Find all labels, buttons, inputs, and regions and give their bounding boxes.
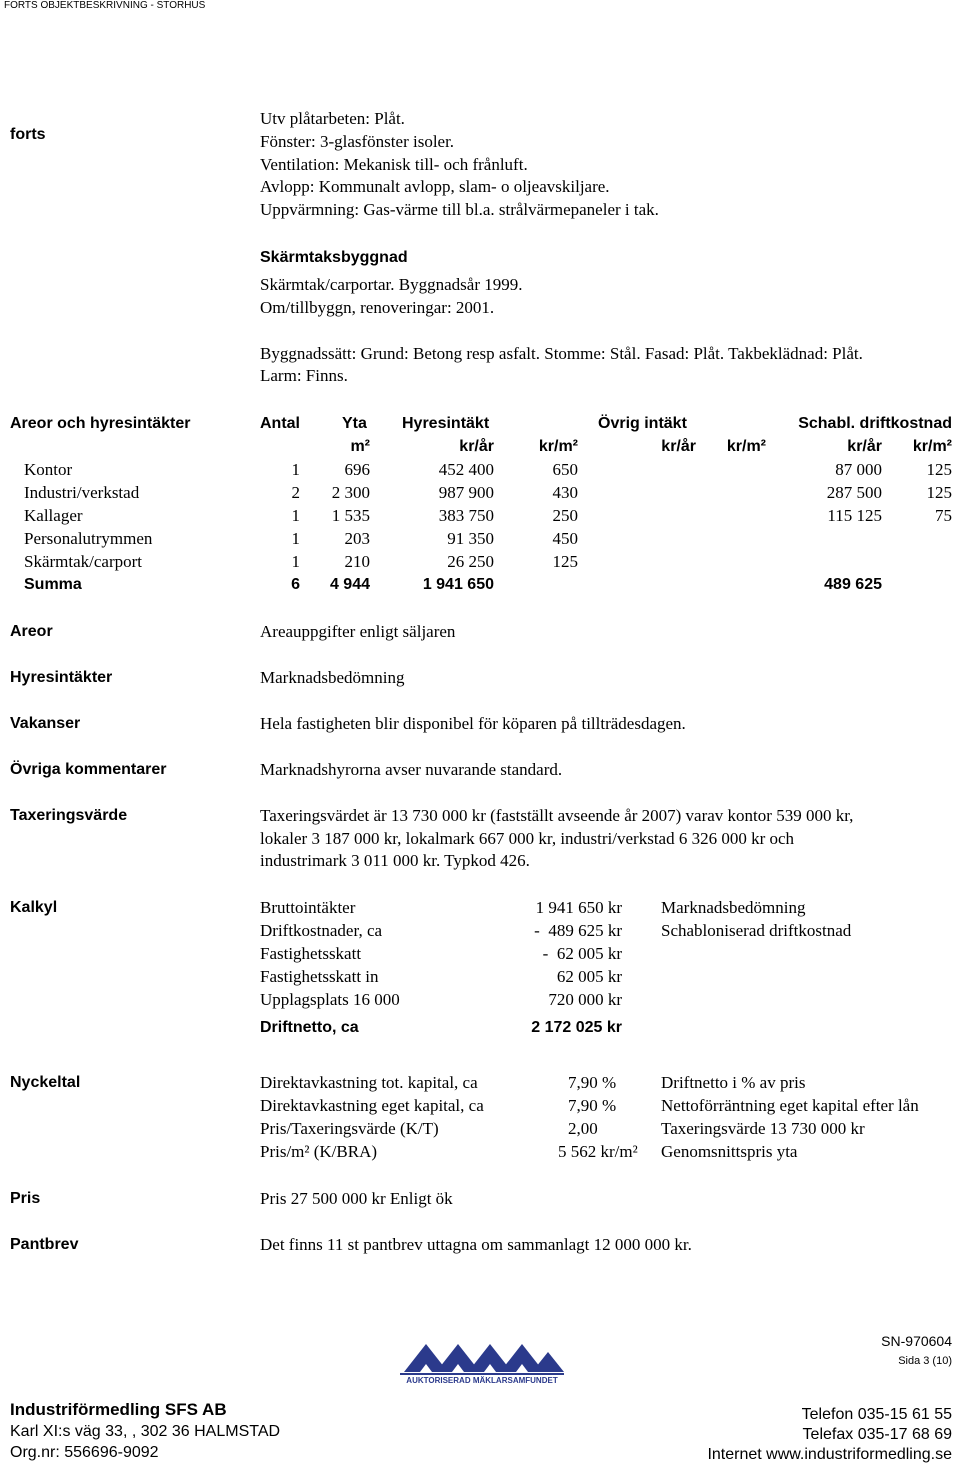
unit-ovr-kr-m2: kr/m² <box>726 438 766 455</box>
row-hyr-kr-m2: 450 <box>552 529 578 548</box>
kalkyl-name: Fastighetsskatt <box>260 944 362 963</box>
nyckeltal-label: Nyckeltal <box>10 1074 81 1091</box>
total-name: Summa <box>24 576 82 593</box>
pantbrev-text: Det finns 11 st pantbrev uttagna om sammanlagt 12 000 000 kr. <box>260 1235 692 1254</box>
row-name: Personalutrymmen <box>24 529 153 548</box>
info-text: Marknadshyrorna avser nuvarande standard. <box>260 760 563 779</box>
row-name: Kontor <box>24 460 73 479</box>
total-hyr-kr-ar: 1 941 650 <box>422 576 494 593</box>
forts-line: Uppvärmning: Gas-värme till bl.a. strålvärmepaneler i tak. <box>260 200 659 219</box>
total-yta: 4 944 <box>329 576 370 593</box>
taxering-line: lokaler 3 187 000 kr, lokalmark 667 000 kr, industri/verkstad 6 326 000 kr och <box>260 829 795 848</box>
company-web: Internet www.industriformedling.se <box>707 1446 952 1463</box>
maklarsamfundet-logo <box>396 1340 568 1386</box>
kalkyl-note: Schabloniserad driftkostnad <box>661 921 852 940</box>
row-name: Industri/verkstad <box>24 483 140 502</box>
nyckeltal-note: Taxeringsvärde 13 730 000 kr <box>661 1119 865 1138</box>
row-hyr-kr-m2: 125 <box>552 552 578 571</box>
row-yta: 203 <box>344 529 370 548</box>
row-antal: 1 <box>291 552 300 571</box>
company-orgnr: Org.nr: 556696-9092 <box>10 1444 159 1461</box>
build-line: Byggnadssätt: Grund: Betong resp asfalt. Stomme: Stål. Fasad: Plåt. Takbeklädnad: Plåt. <box>260 344 863 363</box>
col-antal: Antal <box>260 415 300 432</box>
info-label: Övriga kommentarer <box>10 761 167 778</box>
nyckeltal-name: Pris/Taxeringsvärde (K/T) <box>260 1119 439 1138</box>
kalkyl-value: - 489 625 kr <box>534 921 622 940</box>
kalkyl-name: Fastighetsskatt in <box>260 967 379 986</box>
col-schabl: Schabl. driftkostnad <box>798 415 952 432</box>
kalkyl-note: Marknadsbedömning <box>661 898 806 917</box>
row-yta: 210 <box>344 552 370 571</box>
info-text: Marknadsbedömning <box>260 668 405 687</box>
row-hyr-kr-m2: 650 <box>552 460 578 479</box>
sub-heading: Skärmtaksbyggnad <box>260 249 408 266</box>
kalkyl-label: Kalkyl <box>10 899 58 916</box>
row-hyr-kr-m2: 430 <box>552 483 578 502</box>
row-drift-kr-ar: 287 500 <box>826 483 882 502</box>
info-text: Areauppgifter enligt säljaren <box>260 622 456 641</box>
nyckeltal-name: Pris/m² (K/BRA) <box>260 1142 378 1161</box>
nyckeltal-value: 7,90 % <box>568 1096 617 1115</box>
row-yta: 1 535 <box>331 506 370 525</box>
pris-text: Pris 27 500 000 kr Enligt ök <box>260 1189 453 1208</box>
doc-id: SN-970604 <box>881 1333 952 1349</box>
row-hyr-kr-m2: 250 <box>552 506 578 525</box>
info-text: Hela fastigheten blir disponibel för köparen på tillträdesdagen. <box>260 714 686 733</box>
row-hyr-kr-ar: 26 250 <box>447 552 494 571</box>
kalkyl-value: 62 005 kr <box>556 967 622 986</box>
kalkyl-name: Upplagsplats 16 000 <box>260 990 400 1009</box>
row-name: Skärmtak/carport <box>24 552 143 571</box>
row-antal: 1 <box>291 506 300 525</box>
row-drift-kr-ar: 115 125 <box>827 506 882 525</box>
row-antal: 1 <box>291 460 300 479</box>
nyckeltal-note: Genomsnittspris yta <box>661 1142 798 1161</box>
areas-table-label: Areor och hyresintäkter <box>10 415 191 432</box>
page-header <box>0 0 960 11</box>
kalkyl-name: Driftkostnader, ca <box>260 921 383 940</box>
info-label: Vakanser <box>10 715 81 732</box>
taxering-label: Taxeringsvärde <box>10 807 128 824</box>
kalkyl-value: 720 000 kr <box>548 990 622 1009</box>
unit-drift-kr-m2: kr/m² <box>912 438 952 455</box>
page-number: Sida 3 (10) <box>898 1355 952 1367</box>
company-fax: Telefax 035-17 68 69 <box>802 1426 952 1443</box>
unit-hyr-kr-m2: kr/m² <box>538 438 578 455</box>
row-hyr-kr-ar: 383 750 <box>438 506 494 525</box>
sub-line: Skärmtak/carportar. Byggnadsår 1999. <box>260 275 523 294</box>
row-drift-kr-m2: 125 <box>926 483 952 502</box>
nyckeltal-value: 5 562 kr/m² <box>558 1142 638 1161</box>
row-yta: 696 <box>344 460 370 479</box>
row-drift-kr-m2: 75 <box>935 506 952 525</box>
col-hyresintakt: Hyresintäkt <box>402 415 490 432</box>
row-drift-kr-m2: 125 <box>926 460 952 479</box>
kalkyl-total-value: 2 172 025 kr <box>531 1019 622 1036</box>
row-hyr-kr-ar: 91 350 <box>447 529 494 548</box>
company-name: Industriförmedling SFS AB <box>10 1400 227 1419</box>
pris-label: Pris <box>10 1190 41 1207</box>
row-antal: 2 <box>291 483 300 502</box>
col-ovrig: Övrig intäkt <box>598 415 687 432</box>
row-hyr-kr-ar: 452 400 <box>438 460 494 479</box>
col-yta: Yta <box>342 415 367 432</box>
forts-line: Avlopp: Kommunalt avlopp, slam- o oljeavskiljare. <box>260 177 610 196</box>
company-address: Karl XI:s väg 33, , 302 36 HALMSTAD <box>10 1423 281 1440</box>
nyckeltal-name: Direktavkastning tot. kapital, ca <box>260 1073 478 1092</box>
unit-yta: m² <box>350 438 370 455</box>
kalkyl-total-name: Driftnetto, ca <box>260 1019 359 1036</box>
forts-line: Utv plåtarbeten: Plåt. <box>260 109 405 128</box>
kalkyl-value: 1 941 650 kr <box>535 898 622 917</box>
unit-drift-kr-ar: kr/år <box>847 438 882 455</box>
unit-ovr-kr-ar: kr/år <box>661 438 696 455</box>
row-hyr-kr-ar: 987 900 <box>438 483 494 502</box>
nyckeltal-note: Nettoförräntning eget kapital efter lån <box>661 1096 919 1115</box>
total-drift-kr-ar: 489 625 <box>824 576 882 593</box>
info-label: Areor <box>10 623 53 640</box>
nyckeltal-note: Driftnetto i % av pris <box>661 1073 806 1092</box>
info-label: Hyresintäkter <box>10 669 113 686</box>
forts-label: forts <box>10 126 46 143</box>
sub-line: Om/tillbyggn, renoveringar: 2001. <box>260 298 495 317</box>
nyckeltal-value: 2,00 <box>568 1119 598 1138</box>
unit-hyr-kr-ar: kr/år <box>459 438 494 455</box>
company-phone: Telefon 035-15 61 55 <box>801 1406 952 1423</box>
total-antal: 6 <box>291 576 300 593</box>
row-yta: 2 300 <box>331 483 370 502</box>
nyckeltal-value: 7,90 % <box>568 1073 617 1092</box>
logo-text: AUKTORISERAD MÄKLARSAMFUNDET <box>406 1376 558 1385</box>
row-name: Kallager <box>24 506 83 525</box>
taxering-line: Taxeringsvärdet är 13 730 000 kr (fastställt avseende år 2007) varav kontor 539 000 kr, <box>260 806 854 825</box>
nyckeltal-name: Direktavkastning eget kapital, ca <box>260 1096 484 1115</box>
forts-line: Ventilation: Mekanisk till- och frånluft. <box>260 155 528 174</box>
pantbrev-label: Pantbrev <box>10 1236 79 1253</box>
kalkyl-value: - 62 005 kr <box>542 944 622 963</box>
forts-line: Fönster: 3-glasfönster isoler. <box>260 132 455 151</box>
taxering-line: industrimark 3 011 000 kr. Typkod 426. <box>260 851 530 870</box>
build-line: Larm: Finns. <box>260 366 348 385</box>
row-antal: 1 <box>291 529 300 548</box>
page-header-title: FORTS OBJEKTBESKRIVNING - STORHUS <box>4 0 206 11</box>
kalkyl-name: Bruttointäkter <box>260 898 356 917</box>
row-drift-kr-ar: 87 000 <box>835 460 882 479</box>
